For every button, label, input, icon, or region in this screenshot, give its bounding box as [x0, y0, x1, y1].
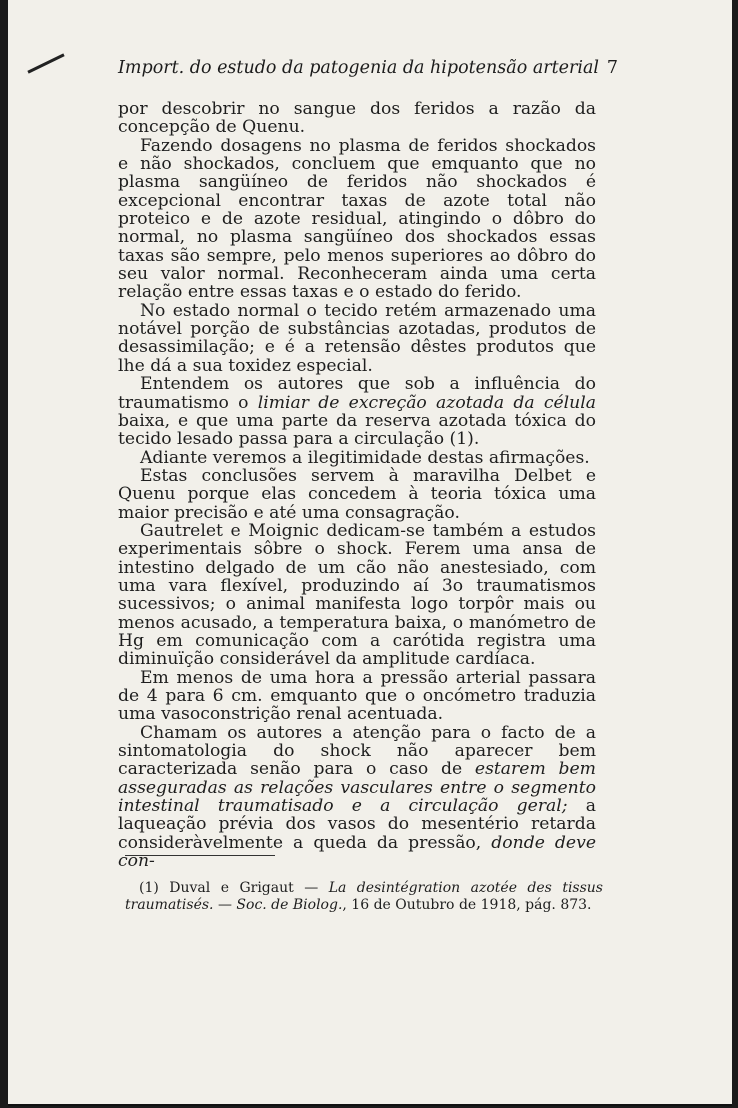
paragraph-9-text-a: Chamam os autores a atenção para o facto de a sintomatologia do shock não aparecer bem caracterizada senão para o caso de [118, 722, 596, 780]
paragraph-4-italic: limiar de excreção azotada da célula [257, 392, 596, 413]
paragraph-5: Adiante veremos a ilegitimidade destas afirmações. [140, 447, 590, 468]
footnote-text-c: , 16 de Outubro de 1918, pág. 873. [342, 897, 592, 913]
paragraph-9 [118, 724, 596, 871]
footnote [125, 880, 603, 914]
paragraph-1: por descobrir no sangue dos feridos a razão da concepção de Quenu. [118, 99, 596, 138]
body-text [118, 100, 596, 870]
page-number: 7 [606, 58, 618, 78]
paragraph-9-italic-2: donde deve con- [118, 832, 596, 872]
header-title: Import. do estudo da patogenia da hipotensão arterial [118, 58, 599, 78]
paragraph-8: Em menos de uma hora a pressão arterial passara de 4 para 6 cm. emquanto que o oncómetro traduzia uma vasoconstrição renal acentuada. [118, 667, 596, 725]
paragraph-2: Fazendo dosagens no plasma de feridos shockados e não shockados, concluem que emquanto que no plasma sangüíneo de feridos não shockados é excepcional encontrar taxas de azote total não proteico e de azote residual, atingindo o dôbro do normal, no plasma sangüíneo dos shockados essas taxas são sempre, pelo menos superiores ao dôbro do seu valor normal. Reconheceram ainda uma certa relação entre essas taxas e o estado do ferido. [118, 135, 596, 303]
paragraph-6: Estas conclusões servem à maravilha Delbet e Quenu porque elas concedem à teoria tóxica uma maior precisão e até uma consagração. [118, 465, 596, 523]
book-page [8, 0, 732, 1106]
margin-mark [27, 53, 64, 73]
paragraph-4-text-a: Entendem os autores que sob a influência do traumatismo o [118, 374, 596, 413]
footnote-text-b: — [213, 897, 237, 913]
paragraph-9-text-b: a laqueação prévia dos vasos do mesentério retarda consideràvelmente a queda da pressão, [118, 796, 596, 853]
footnote-text-a: (1) Duval e Grigaut — [139, 880, 329, 896]
footnote-italic-1: La desintégration azotée des tissus traumatisés. [125, 880, 603, 913]
paragraph-3: No estado normal o tecido retém armazenado uma notável porção de substâncias azotadas, produtos de desassimilação; e é a retensão dêstes produtos que lhe dá a sua toxidez especial. [118, 300, 596, 376]
footnote-italic-2: Soc. de Biolog. [236, 897, 343, 913]
footnote-rule [125, 855, 275, 856]
footnote-1 [125, 880, 603, 914]
running-header [118, 58, 618, 78]
paragraph-4 [118, 375, 596, 448]
paragraph-4-text-b: baixa, e que uma parte da reserva azotada tóxica do tecido lesado passa para a circulação (1). [118, 410, 596, 450]
paragraph-7: Gautrelet e Moignic dedicam-se também a estudos experimentais sôbre o shock. Ferem uma ansa de intestino delgado de um cão não anestesiado, com uma vara flexível, produzindo aí 3o traumatismos sucessivos; o animal manifesta logo torpôr mais ou menos acusado, a temperatura baixa, o manómetro de Hg em comunicação com a carótida registra uma diminuïção considerável da amplitude cardíaca. [118, 520, 596, 670]
paragraph-9-italic-1: estarem bem asseguradas as relações vasculares entre o segmento intestinal traumatisado e a circulação geral; [118, 759, 596, 817]
